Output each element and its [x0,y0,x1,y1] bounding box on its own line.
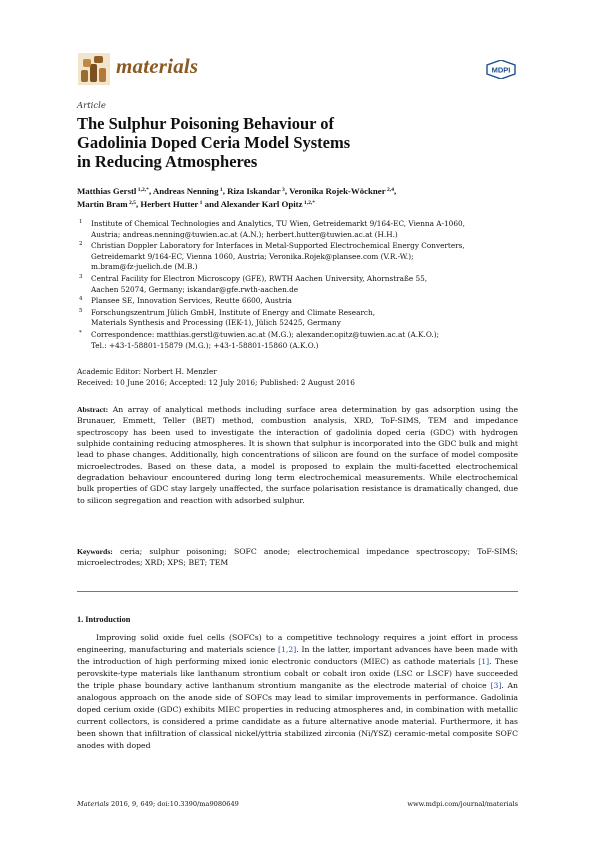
intro-text: . An analogous approach on the anode side of SOFCs may lead to similar improvements in performance. Gadolinia doped cerium oxide (GDC) exhibits MIEC properties in reducing atmospheres and, in combination with metallic current collectors, is considered a prime candidate as a future alternative anode material. Furthermore, it has been shown that infiltration of classical nickel/yttria stabilized zirconia (Ni/YSZ) ceramic-metal composite SOFC anodes with doped [77,681,519,751]
author-separator: , [284,186,290,196]
affiliation-line: Materials Synthesis and Processing (IEK-1), Jülich 52425, Germany [91,318,341,328]
author-line [77,185,517,198]
affiliation-line: Plansee SE, Innovation Services, Reutte 6600, Austria [91,296,292,306]
author-name[interactable]: Alexander Karl Opitz [220,199,303,209]
author-affiliation-marker: 1 [198,200,203,206]
author-separator: , [394,186,397,196]
affiliation-number: 5 [79,307,83,314]
academic-editor: Academic Editor: Norbert H. Menzler [77,367,217,376]
affiliation-number: * [79,329,82,336]
affiliation-number: 2 [79,241,83,248]
footer-citation [77,800,239,808]
publisher-logo-text: MDPI [491,65,511,75]
author-name[interactable]: Andreas Nenning [152,186,219,196]
affiliation-number: 4 [79,296,83,303]
affiliation-line: Christian Doppler Laboratory for Interfaces in Metal-Supported Electrochemical Energy Converters, [91,241,465,251]
title-line: The Sulphur Poisoning Behaviour of [77,114,335,133]
intro-text: . In the latter, important advances have been made with the introduction of high performing mixed ionic electronic conductors (MIEC) as cathode materials [77,645,518,667]
affiliation-item [77,296,517,307]
title-line: in Reducing Atmospheres [77,152,258,171]
author-line [77,198,517,211]
affiliation-line: Aachen 52074, Germany; iskandar@gfe.rwth-aachen.de [91,284,299,294]
author-separator: , [222,186,228,196]
affiliation-item [77,274,517,295]
affiliation-item [77,308,517,329]
abstract-text: An array of analytical methods including surface area determination by gas adsorption using the Brunauer, Emmett, Teller (BET) method, combustion analysis, XRD, ToF-SIMS, TEM and impedance spectroscopy has been used to investigate the interaction of gadolinia doped ceria (GDC) with hydrogen sulphide containing reducing atmospheres. It is shown that sulphur is incorporated into the GDC bulk and might lead to phase changes. Additionally, high concentrations of silicon are found on the surface of model composite microelectrodes. Based on these data, a model is proposed to explain the multi-facetted electrochemical degradation behaviour encountered during long term electrochemical measurements. While electrochemical bulk properties of GDC stay largely unaffected, the surface polarisation resistance is dramatically changed, due to silicon segregation and reaction with adsorbed sulphur. [77,405,518,505]
author-separator: , [148,186,153,196]
affiliation-line: Central Facility for Electron Microscopy (GFE), RWTH Aachen University, Ahornstraße 55, [91,273,428,283]
author-affiliation-marker: 1,2,* [136,187,149,193]
author-list [77,185,517,211]
affiliation-item [77,241,517,273]
keywords-text: ceria; sulphur poisoning; SOFC anode; electrochemical impedance spectroscopy; ToF-SIMS; microelectrodes; XRD; XPS; BET; TEM [77,547,518,568]
abstract-label: Abstract: [77,405,109,414]
title-line: Gadolinia Doped Ceria Model Systems [77,133,351,152]
affiliation-line: Tel.: +43-1-58801-15879 (M.G.); +43-1-58801-15860 (A.K.O.) [91,340,319,350]
journal-logo-icon [77,52,111,86]
publisher-logo[interactable] [486,60,516,79]
author-affiliation-marker: 2,4 [385,187,394,193]
intro-text: . These perovskite-type materials like lanthanum strontium cobalt or cobalt iron oxide (LSC or LSCF) have succeeded the triple phase boundary active lanthanum strontium manganite as the electrode material of choice [77,657,518,691]
affiliation-number: 3 [79,273,83,280]
affiliation-line: Getreidemarkt 9/164-EC, Vienna 1060, Austria; Veronika.Rojek@plansee.com (V.R.-W.); [91,251,414,261]
affiliations [77,219,517,352]
section-heading: 1. Introduction [77,615,131,624]
received-dates: Received: 10 June 2016; Accepted: 12 July 2016; Published: 2 August 2016 [77,377,355,387]
affiliation-line: Institute of Chemical Technologies and Analytics, TU Wien, Getreidemarkt 9/164-EC, Vienna A-1060, [91,219,465,228]
article-type: Article [77,101,106,111]
article-title [77,114,437,171]
keywords-label: Keywords: [77,547,113,556]
author-affiliation-marker: 1,2,* [302,200,316,206]
citation-link[interactable]: [1] [478,657,490,667]
footer-citation-rest: 2016, 9, 649; doi:10.3390/ma9080649 [108,800,239,808]
author-separator: , [135,199,141,209]
affiliation-number: 1 [79,219,83,225]
citation-link[interactable]: [1,2] [277,645,297,655]
footer-url[interactable]: www.mdpi.com/journal/materials [407,800,518,808]
publication-info [77,367,517,388]
footer-journal: Materials [77,800,109,808]
affiliation-line: Forschungszentrum Jülich GmbH, Institute of Energy and Climate Research, [91,307,376,317]
author-name[interactable]: Riza Iskandar [227,186,281,196]
author-name[interactable]: Matthias Gerstl [77,186,137,196]
author-name[interactable]: Herbert Hutter [140,199,199,209]
author-separator: and [202,199,221,209]
author-affiliation-marker: 3 [280,187,285,193]
intro-text: Improving solid oxide fuel cells (SOFCs) to a competitive technology requires a joint effort in process engineering, manufacturing and materials science [77,633,518,655]
intro-paragraph [77,632,518,752]
affiliation-line: Correspondence: matthias.gerstl@tuwien.ac.at (M.G.); alexander.opitz@tuwien.ac.at (A.K.O.); [91,329,440,339]
affiliation-item [77,330,517,351]
author-name[interactable]: Martin Bram [77,199,128,209]
keywords [77,546,518,569]
journal-name[interactable]: materials [116,54,199,78]
abstract [77,404,518,506]
affiliation-item [77,219,517,240]
author-affiliation-marker: 2,5 [127,200,136,206]
citation-link[interactable]: [3] [490,681,502,691]
affiliation-line: Austria; andreas.nenning@tuwien.ac.at (A.N.); herbert.hutter@tuwien.ac.at (H.H.) [91,229,398,239]
author-name[interactable]: Veronika Rojek-Wöckner [289,186,386,196]
author-affiliation-marker: 1 [218,187,223,193]
affiliation-line: m.bram@fz-juelich.de (M.B.) [91,262,198,272]
section-divider [77,591,518,592]
